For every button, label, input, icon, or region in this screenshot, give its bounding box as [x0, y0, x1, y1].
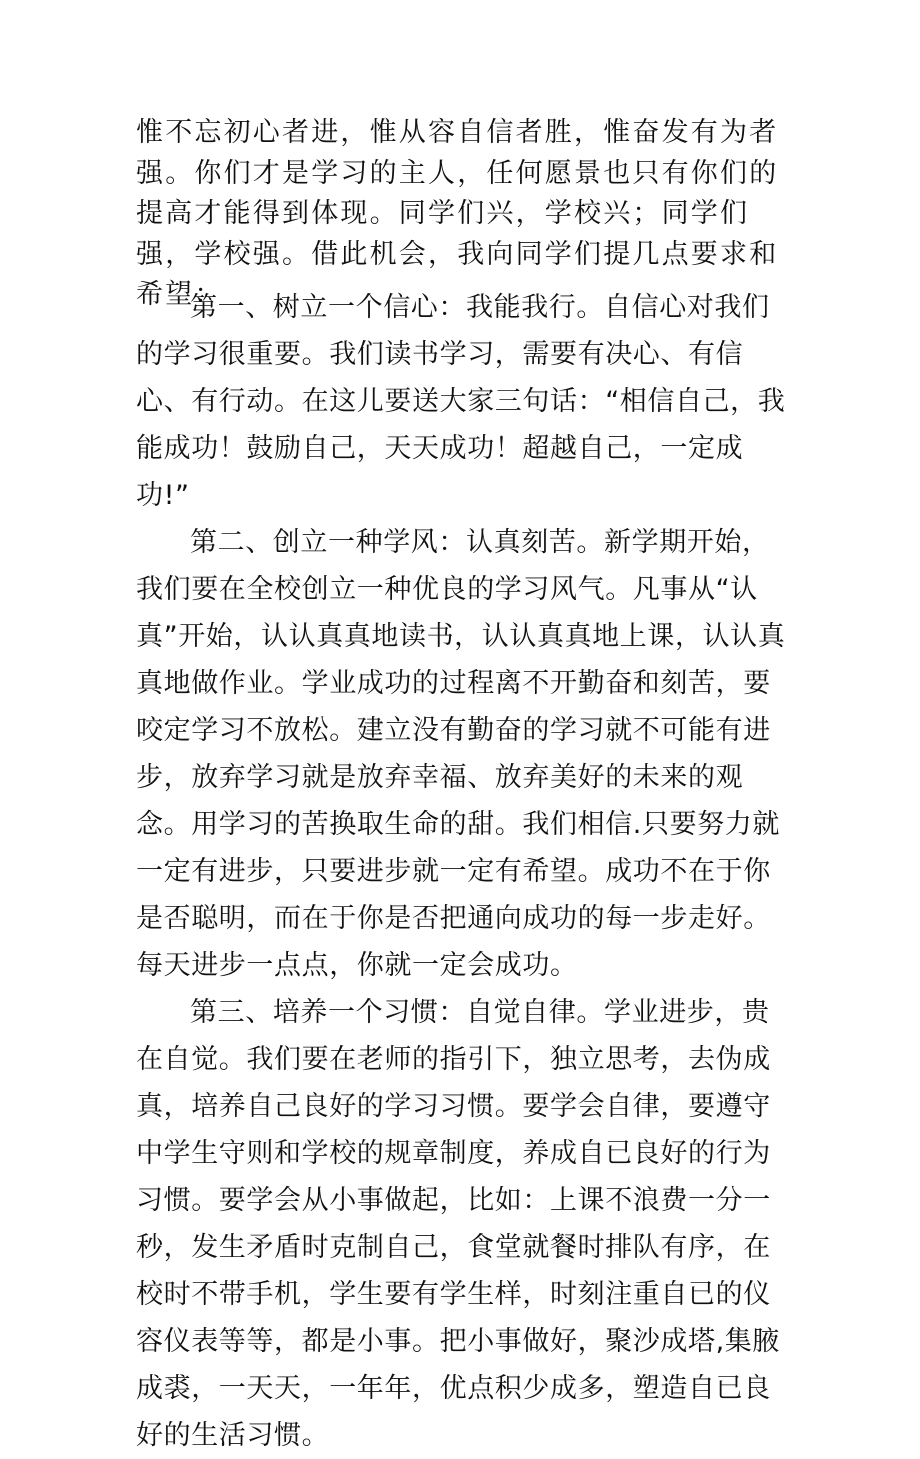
body-text-block: [136, 284, 796, 1459]
paragraph-second-study-style: 第二、创立一种学风：认真刻苦。新学期开始，我们要在全校创立一种优良的学习风气。凡事从“认真”开始，认认真真地读书，认认真真地上课，认认真真地做作业。学业成功的过程离不开勤奋和刻苦，要咬定学习不放松。建立没有勤奋的学习就不可能有进步，放弃学习就是放弃幸福、放弃美好的未来的观念。用学习的苦换取生命的甜。我们相信.只要努力就一定有进步，只要进步就一定有希望。成功不在于你是否聪明，而在于你是否把通向成功的每一步走好。每天进步一点点，你就一定会成功。: [136, 527, 786, 981]
paragraph-first-confidence: 第一、树立一个信心：我能我行。自信心对我们的学习很重要。我们读书学习，需要有决心、有信心、有行动。在这儿要送大家三句话：“相信自己，我能成功！鼓励自己，天天成功！超越自己，一定成功!”: [136, 292, 786, 511]
intro-paragraph: 惟不忘初心者进，惟从容自信者胜，惟奋发有为者强。你们才是学习的主人，任何愿景也只有你们的提高才能得到体现。同学们兴，学校兴；同学们强，学校强。借此机会，我向同学们提几点要求和希望：: [136, 117, 779, 310]
paragraph-third-habit: 第三、培养一个习惯：自觉自律。学业进步，贵在自觉。我们要在老师的指引下，独立思考，去伪成真，培养自己良好的学习习惯。要学会自律，要遵守中学生守则和学校的规章制度，养成自已良好的行为习惯。要学会从小事做起，比如：上课不浪费一分一秒，发生矛盾时克制自己，食堂就餐时排队有序，在校时不带手机，学生要有学生样，时刻注重自已的仪容仪表等等，都是小事。把小事做好，聚沙成塔,集腋成裘，一天天，一年年，优点积少成多，塑造自已良好的生活习惯。: [136, 997, 780, 1451]
